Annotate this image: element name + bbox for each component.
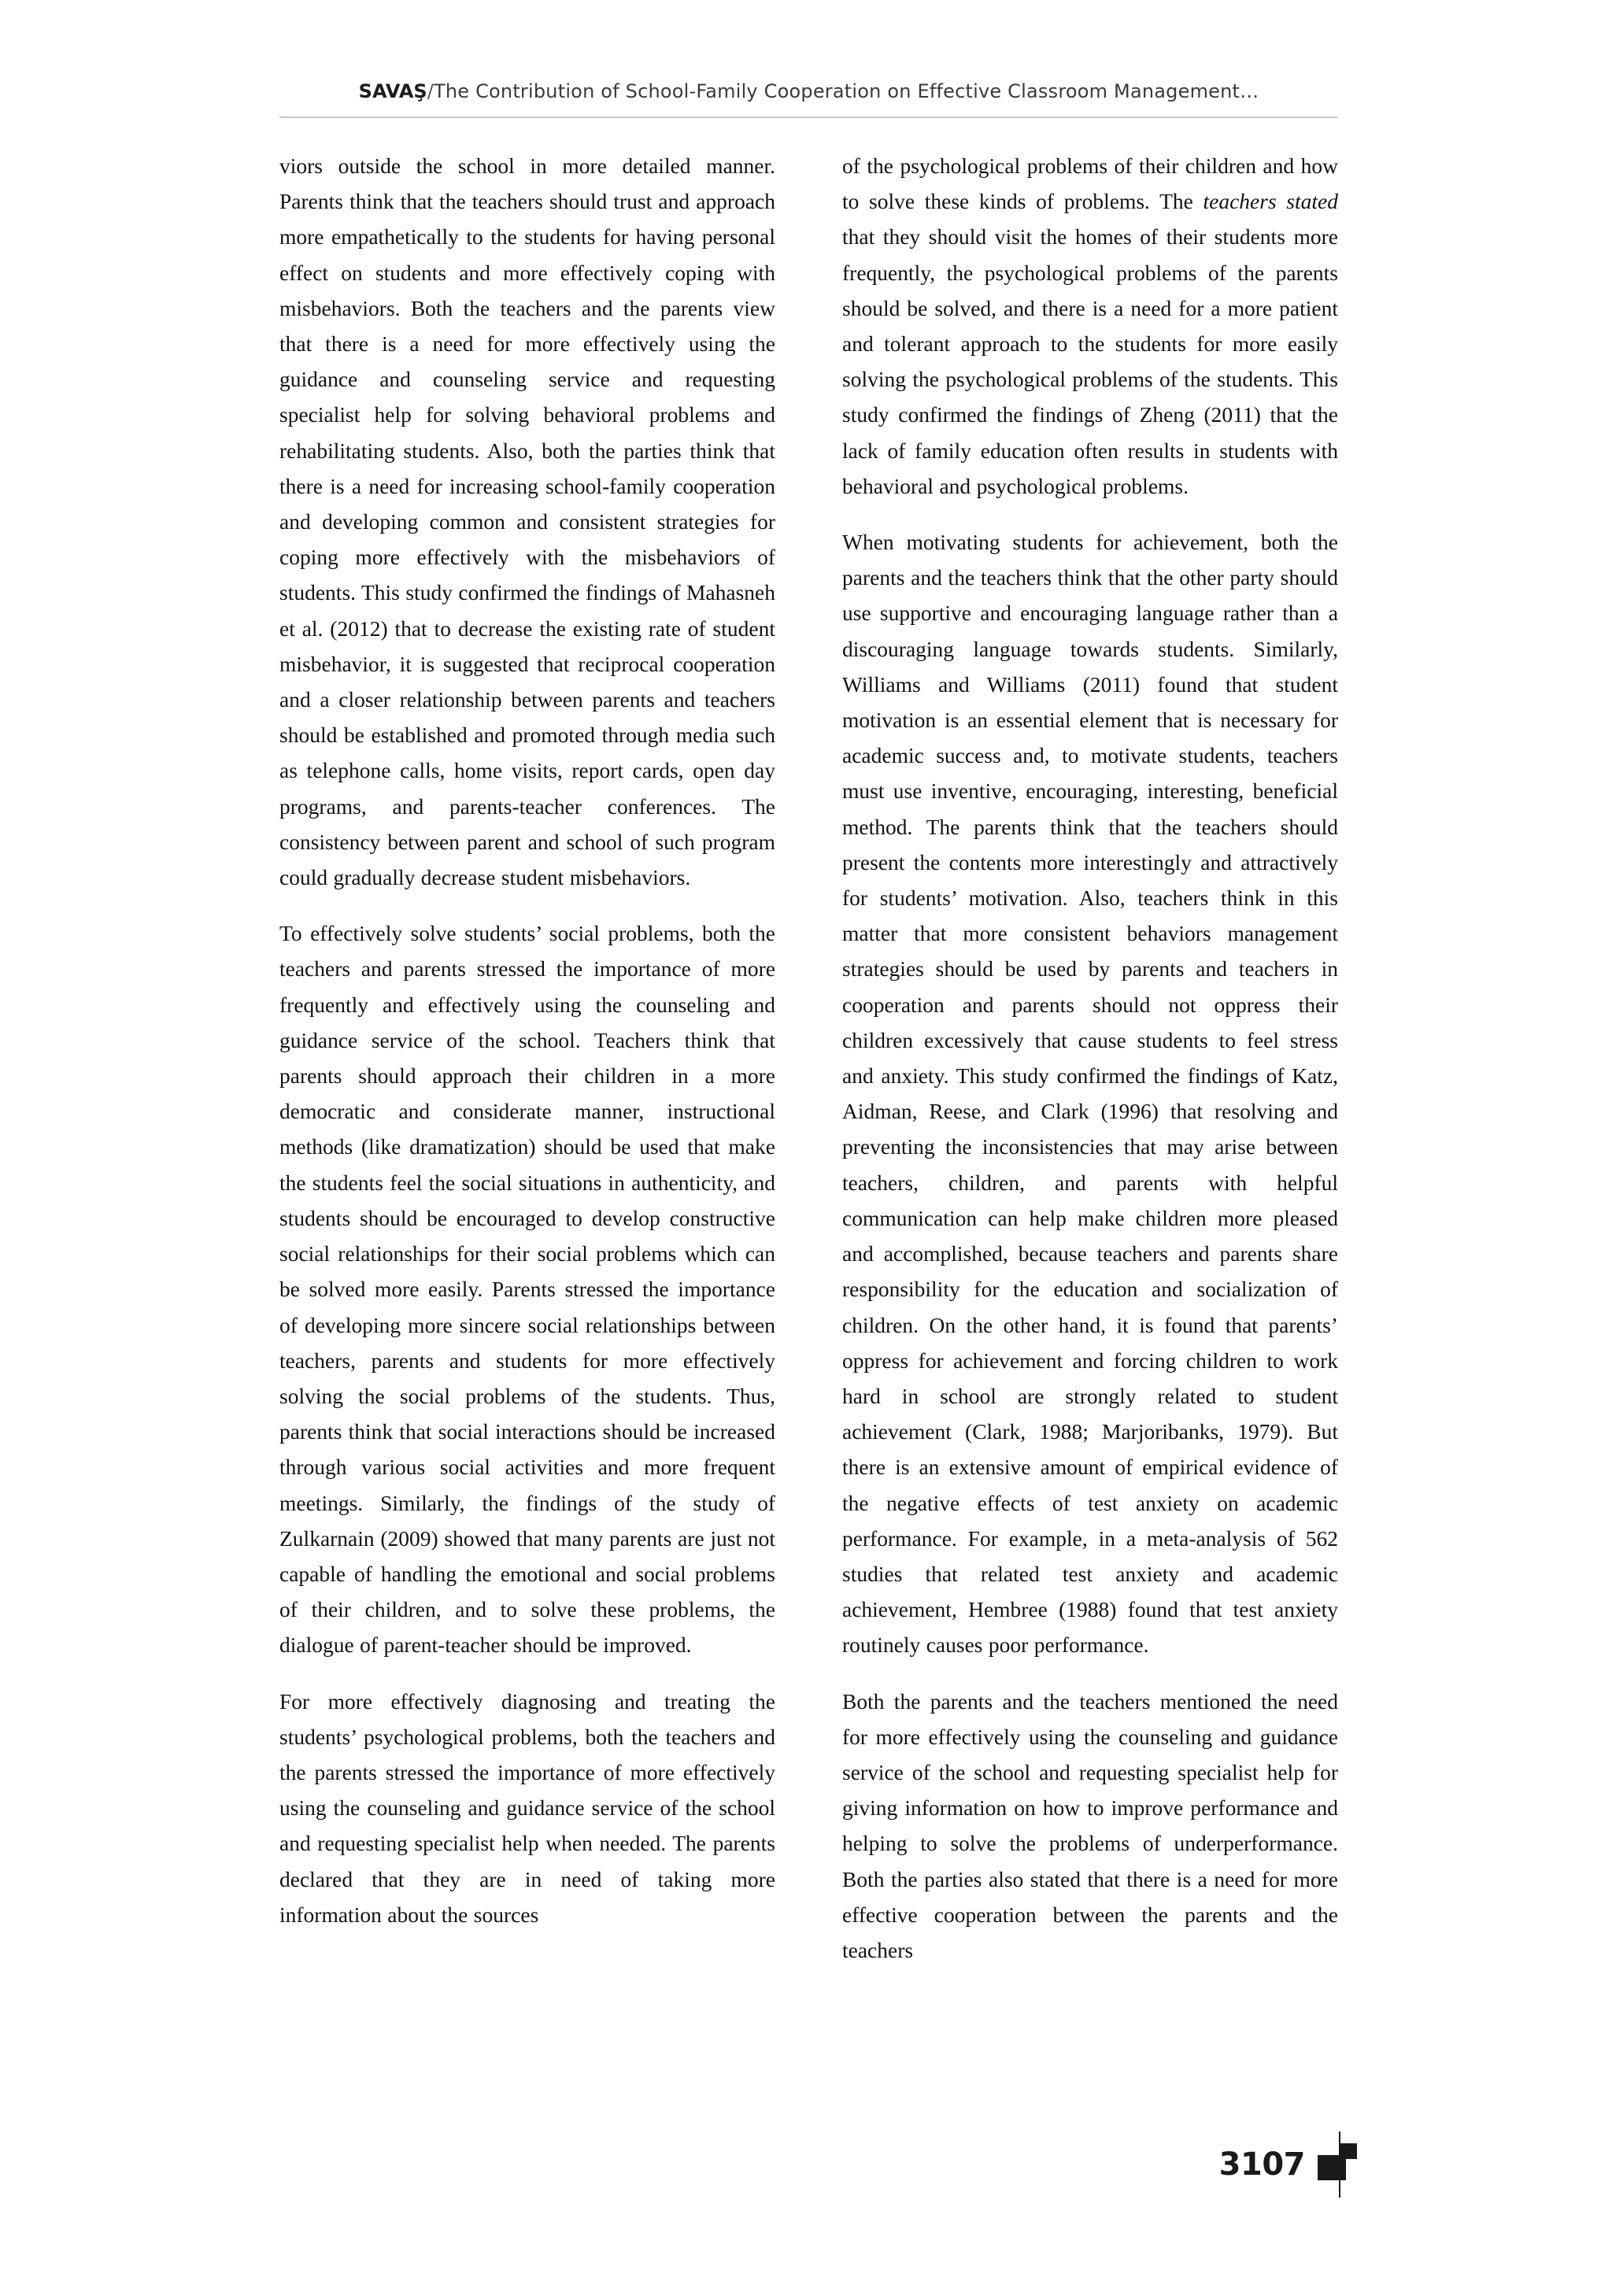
paragraph xyxy=(842,524,1338,1663)
paragraph: To effectively solve students’ social problems, both the teachers and parents stressed the importance of more frequently and effectively using the counseling and guidance service of the school. Teachers think that parents should approach their children in a more democratic and considerate manner, instructional methods (like dramatization) should be used that make the students feel the social situations in authenticity, and students should be encouraged to develop constructive social relationships for their social problems which can be solved more easily. Parents stressed the importance of developing more sincere social relationships between teachers, parents and students for more effectively solving the social problems of the students. Thus, parents think that social interactions should be increased through various social activities and more frequent meetings. Similarly, the findings of the study of Zulkarnain (2009) showed that many parents are just not capable of handling the emotional and social problems of their children, and to solve these problems, the dialogue of parent-teacher should be improved. xyxy=(279,921,775,1658)
running-head xyxy=(279,80,1338,102)
paragraph: For more effectively diagnosing and treating the students’ psychological problems, both the teachers and the parents stressed the importance of more effectively using the counseling and guidance service of the school and requesting specialist help when needed. The parents declared that they are in need of taking more information about the sources xyxy=(279,1688,775,1927)
running-head-title: The Contribution of School-Family Cooperation on Effective Classroom Management… xyxy=(434,80,1259,102)
body-text: Both the parents and the teachers mentioned the need for more effectively using the counseling and guidance service of the school and requesting specialist help for giving information on how to improve performance and helping to solve the problems of underperformance. Both the parties also stated that there is a need for more effective cooperation between the parents and the teachers xyxy=(842,1688,1338,1962)
right-column xyxy=(842,148,1338,1968)
paragraph xyxy=(842,148,1338,504)
end-mark-icon xyxy=(1318,2131,1360,2198)
paragraph: viors outside the school in more detailed manner. Parents think that the teachers should trust and approach more empathetically to the students for having personal effect on students and more effectively coping with misbehaviors. Both the teachers and the parents view that there is a need for more effectively using the guidance and counseling service and requesting specialist help for solving behavioral problems and rehabilitating students. Also, both the parties think that there is a need for increasing school-family cooperation and developing common and consistent strategies for coping more effectively with the misbehaviors of students. This study confirmed the findings of Mahasneh et al. (2012) that to decrease the existing rate of student misbehavior, it is suggested that reciprocal cooperation and a closer relationship between parents and teachers should be established and promoted through media such as telephone calls, home visits, report cards, open day programs, and parents-teacher conferences. The consistency between parent and school of such program could gradually decrease student misbehaviors. xyxy=(279,153,775,890)
running-head-separator: / xyxy=(427,80,434,102)
page-number: 3107 xyxy=(1218,2146,1305,2183)
page-footer xyxy=(1219,2131,1360,2198)
end-mark-small-square xyxy=(1340,2143,1357,2159)
left-column xyxy=(279,148,775,1968)
body-columns xyxy=(279,148,1338,1968)
body-text: that they should visit the homes of their students more frequently, the psychological problems of the parents should be solved, and there is a need for a more patient and tolerant approach to the students for more easily solving the psychological problems of the students. This study confirmed the findings of Zheng (2011) that the lack of family education often results in students with behavioral and psychological problems. xyxy=(842,224,1338,498)
body-text: of the psychological problems of their children and how to solve these kinds of problems. The xyxy=(842,153,1338,214)
header-rule xyxy=(279,116,1338,118)
paragraph xyxy=(842,1684,1338,1969)
body-text: When motivating students for achievement, both the parents and the teachers think that the other party should use supportive and encouraging language rather than a discouraging language towards students. Similarly, Williams and Williams (2011) found that student motivation is an essential element that is necessary for academic success and, to motivate students, teachers must use inventive, encouraging, interesting, beneficial method. The parents think that the teachers should present the contents more interestingly and attractively for students’ motivation. Also, teachers think in this matter that more consistent behaviors management strategies should be used by parents and teachers in cooperation and parents should not oppress their children excessively that cause students to feel stress and anxiety. This study confirmed the findings of Katz, Aidman, Reese, and Clark (1996) that resolving and preventing the inconsistencies that may arise between teachers, children, and parents with helpful communication can help make children more pleased and accomplished, because teachers and parents share responsibility for the education and socialization of children. On the other hand, it is found that parents’ oppress for achievement and forcing children to work hard in school are strongly related to student achievement (Clark, 1988; Marjoribanks, 1979). But there is an extensive amount of empirical evidence of the negative effects of test anxiety on academic performance. For example, in a meta-analysis of 562 studies that related test anxiety and academic achievement, Hembree (1988) found that test anxiety routinely causes poor performance. xyxy=(842,530,1338,1658)
running-head-author: SAVAŞ xyxy=(358,80,427,102)
emphasized-text: teachers stated xyxy=(1203,189,1338,214)
